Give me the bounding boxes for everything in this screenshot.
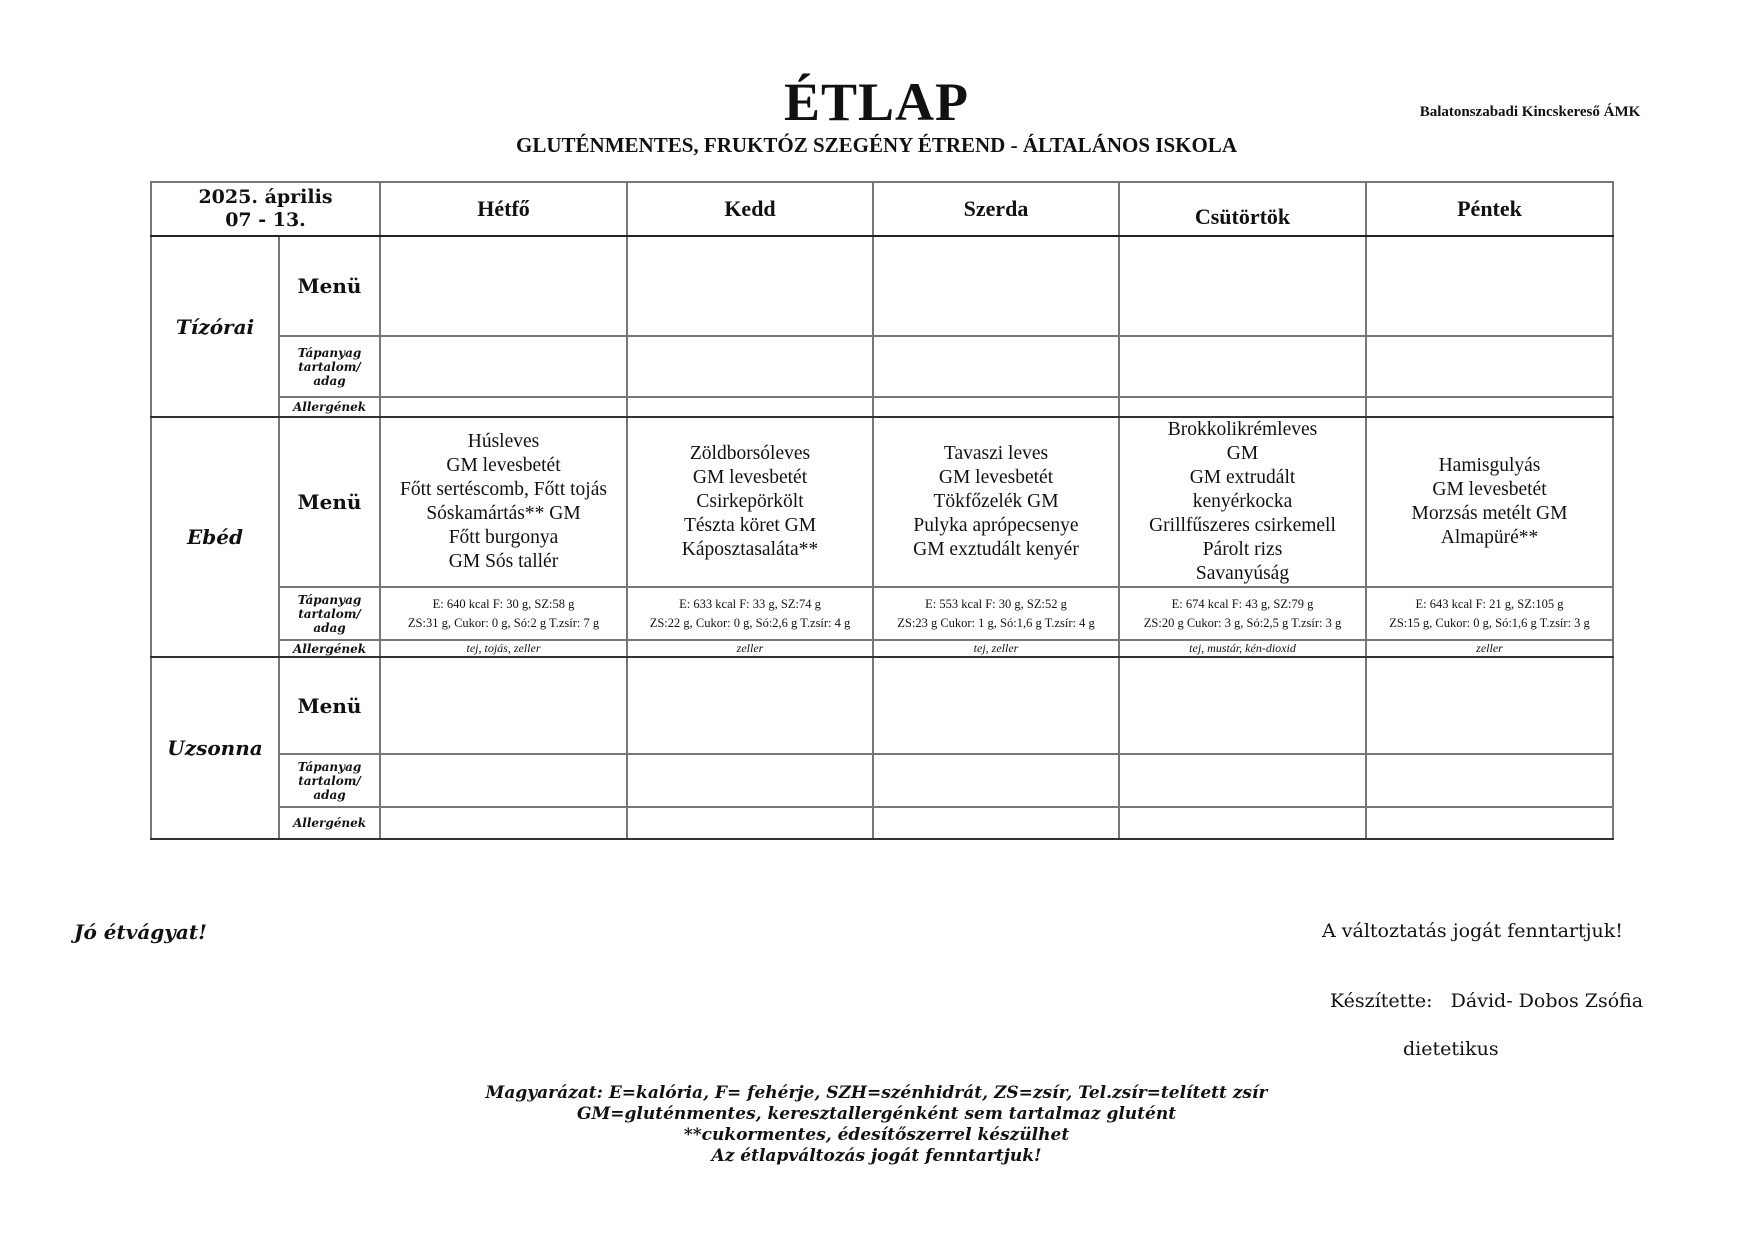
allergen-cell-pentek [1366,807,1613,839]
sub-label-line: Tápanyag [297,759,362,774]
sub-label-line: adag [313,373,346,388]
sub-label-line: adag [313,787,346,802]
nutrition-cell-hetfo [380,754,627,807]
nutrition-cell-csutortok [1119,587,1366,640]
allergen-cell-kedd [627,397,873,417]
dish-item: GM [1226,443,1259,464]
menu-cell-szerda [873,236,1119,336]
sub-label-line: tartalom/ [298,606,361,621]
allergen-cell-hetfo [380,807,627,839]
legend-line: Magyarázat: E=kalória, F= fehérje, SZH=szénhidrát, ZS=zsír, Tel.zsír=telített zsír [485,1083,1268,1103]
menu-cell-pentek [1366,417,1613,587]
allergen-cell-csutortok: tej, mustár, kén-dioxid [1119,640,1366,657]
menu-cell-hetfo [380,236,627,336]
nutrition-line: E: 674 kcal F: 43 g, SZ:79 g [1171,596,1314,611]
menu-cell-pentek [1366,236,1613,336]
legend-line: Az étlapváltozás jogát fenntartjuk! [711,1146,1042,1166]
allergen-cell-hetfo: tej, tojás, zeller [380,640,627,657]
menu-cell-csutortok [1119,657,1366,754]
nutrition-cell-szerda [873,754,1119,807]
sub-label-allergens: Allergének [279,640,380,657]
legend [0,1083,1753,1167]
dish-item: Morzsás metélt GM [1411,503,1568,524]
menu-cell-csutortok [1119,417,1366,587]
dish-item: kenyérkocka [1192,491,1293,512]
nutrition-cell-szerda [873,587,1119,640]
menu-table [150,181,1614,840]
sub-label-line: adag [313,620,346,635]
dish-item: Savanyúság [1195,563,1290,584]
legend-line: **cukormentes, édesítőszerrel készülhet [683,1125,1070,1145]
sub-label-allergens: Allergének [279,397,380,417]
dish-item: GM levesbetét [446,455,561,476]
allergen-cell-hetfo [380,397,627,417]
day-header-csutortok: Csütörtök [1119,182,1366,236]
nutrition-line: ZS:23 g Cukor: 1 g, Só:1,6 g T.zsír: 4 g [897,615,1095,630]
dish-item: GM levesbetét [938,467,1054,488]
sub-label-line: Tápanyag [297,345,362,360]
dish-item: Sóskamártás** GM [426,503,581,524]
meal-label: Uzsonna [151,657,279,839]
dish-item: Tészta köret GM [683,515,817,536]
sub-label-menu: Menü [279,657,380,754]
nutrition-line: E: 553 kcal F: 30 g, SZ:52 g [925,596,1067,611]
sub-label-nutrition [279,336,380,397]
meal-row-tizorai-nutrition [151,336,1613,397]
dish-item: Főtt burgonya [448,527,559,548]
dish-item: Káposztasaláta** [681,539,819,560]
nutrition-line: ZS:15 g, Cukor: 0 g, Só:1,6 g T.zsír: 3 g [1389,615,1590,630]
nutrition-cell-pentek [1366,336,1613,397]
sub-label-line: tartalom/ [298,359,361,374]
dish-item: Főtt sertéscomb, Főtt tojás [400,479,607,500]
meal-row-tizorai-allergens [151,397,1613,417]
menu-cell-kedd [627,657,873,754]
page-subtitle: GLUTÉNMENTES, FRUKTÓZ SZEGÉNY ÉTREND - ÁLTALÁNOS ISKOLA [516,133,1237,157]
meal-label: Tízórai [151,236,279,417]
meal-row-ebed-menu [151,417,1613,587]
allergen-cell-szerda [873,397,1119,417]
sub-label-line: tartalom/ [298,773,361,788]
sub-label-menu: Menü [279,417,380,587]
nutrition-line: E: 633 kcal F: 33 g, SZ:74 g [679,596,821,611]
dish-item: Almapüré** [1440,527,1539,548]
week-month: 2025. április [198,186,333,208]
dish-item: GM levesbetét [1432,479,1547,500]
sub-label-allergens: Allergének [279,807,380,839]
menu-cell-szerda [873,417,1119,587]
menu-cell-csutortok [1119,236,1366,336]
nutrition-cell-kedd [627,754,873,807]
sub-label-nutrition [279,587,380,640]
dish-item: Grillfűszeres csirkemell [1149,515,1336,536]
meal-row-uzsonna-nutrition [151,754,1613,807]
nutrition-line: ZS:22 g, Cukor: 0 g, Só:2,6 g T.zsír: 4 g [649,615,851,630]
nutrition-cell-csutortok [1119,336,1366,397]
nutrition-cell-pentek [1366,587,1613,640]
allergen-cell-szerda: tej, zeller [873,640,1119,657]
allergen-cell-csutortok [1119,807,1366,839]
dish-item: Tavaszi leves [943,443,1049,464]
legend-line: GM=gluténmentes, keresztallergénként sem tartalmaz glutént [576,1104,1177,1124]
nutrition-cell-pentek [1366,754,1613,807]
allergen-cell-kedd [627,807,873,839]
nutrition-cell-csutortok [1119,754,1366,807]
menu-cell-hetfo [380,417,627,587]
menu-cell-pentek [1366,657,1613,754]
dish-item: Húsleves [467,431,540,452]
nutrition-line: E: 640 kcal F: 30 g, SZ:58 g [432,596,575,611]
dish-item: Hamisgulyás [1438,455,1541,476]
meal-row-ebed-nutrition [151,587,1613,640]
meal-row-ebed-allergens [151,640,1613,657]
menu-cell-szerda [873,657,1119,754]
allergen-cell-pentek: zeller [1366,640,1613,657]
dish-item: Párolt rizs [1202,539,1283,560]
menu-cell-hetfo [380,657,627,754]
dish-item: Brokkolikrémleves [1167,419,1318,440]
meal-row-uzsonna-allergens [151,807,1613,839]
nutrition-cell-szerda [873,336,1119,397]
nutrition-line: ZS:31 g, Cukor: 0 g, Só:2 g T.zsír: 7 g [407,615,600,630]
day-header-hetfo: Hétfő [380,182,627,236]
day-header-kedd: Kedd [627,182,873,236]
rights-note: A változtatás jogát fenntartjuk! [1322,920,1623,942]
allergen-cell-szerda [873,807,1119,839]
allergen-cell-kedd: zeller [627,640,873,657]
nutrition-line: E: 643 kcal F: 21 g, SZ:105 g [1415,596,1564,611]
school-name: Balatonszabadi Kincskereső ÁMK [1419,104,1641,120]
nutrition-cell-kedd [627,336,873,397]
author: Készítette: Dávid- Dobos Zsófia [1330,990,1644,1012]
day-header-szerda: Szerda [873,182,1119,236]
author-role: dietetikus [1403,1038,1499,1060]
menu-cell-kedd [627,417,873,587]
dish-item: Zöldborsóleves [689,443,811,464]
dish-item: Csirkepörkölt [696,491,804,512]
week-range: 07 - 13. [225,209,306,231]
meal-label: Ebéd [151,417,279,657]
dish-item: GM Sós tallér [448,551,559,572]
menu-cell-kedd [627,236,873,336]
dish-item: GM extrudált [1189,467,1296,488]
allergen-cell-csutortok [1119,397,1366,417]
dish-item: GM levesbetét [692,467,808,488]
sub-label-line: Tápanyag [297,592,362,607]
meal-row-tizorai-menu [151,236,1613,336]
header-row [151,182,1613,236]
dish-item: Pulyka aprópecsenye [913,515,1079,536]
nutrition-cell-kedd [627,587,873,640]
day-header-pentek: Péntek [1366,182,1613,236]
sub-label-menu: Menü [279,236,380,336]
sub-label-nutrition [279,754,380,807]
week-date-cell [151,182,380,236]
greeting: Jó étvágyat! [74,920,207,944]
nutrition-line: ZS:20 g Cukor: 3 g, Só:2,5 g T.zsír: 3 g [1143,615,1342,630]
page-title: ÉTLAP [783,72,970,132]
nutrition-cell-hetfo [380,587,627,640]
dish-item: GM exztudált kenyér [913,539,1079,560]
dish-item: Tökfőzelék GM [933,491,1059,512]
nutrition-cell-hetfo [380,336,627,397]
meal-row-uzsonna-menu [151,657,1613,754]
allergen-cell-pentek [1366,397,1613,417]
